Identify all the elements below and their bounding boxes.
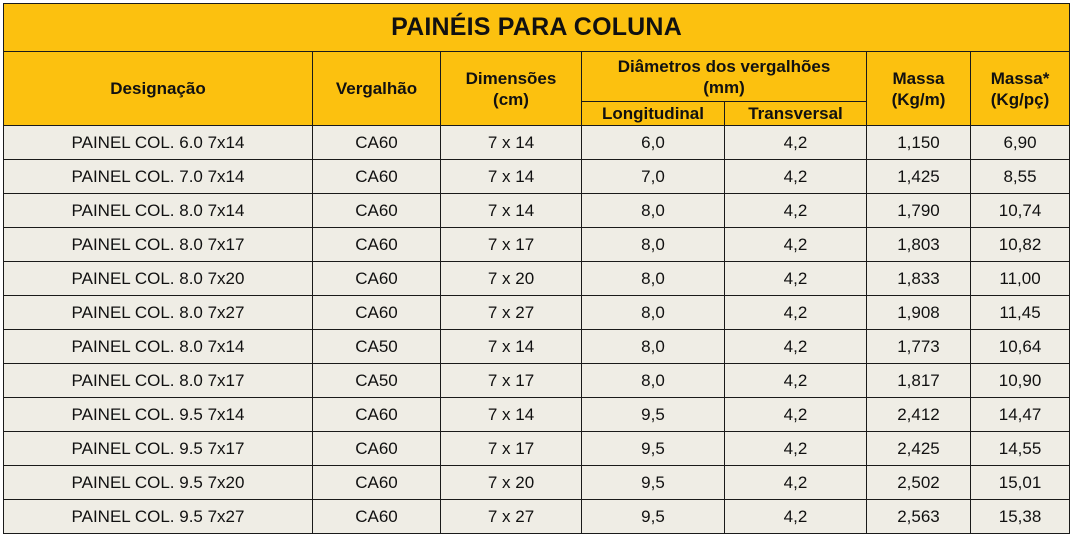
table-row (4, 262, 1070, 296)
header-diametros-line1: Diâmetros dos vergalhões (617, 56, 831, 76)
cell-massa: 1,908 (867, 296, 971, 330)
cell-massa-peca: 11,00 (971, 262, 1070, 296)
header-dimensoes-line2: (cm) (493, 89, 529, 109)
cell-designacao: PAINEL COL. 9.5 7x14 (4, 398, 313, 432)
cell-massa-peca: 14,47 (971, 398, 1070, 432)
table-row (4, 398, 1070, 432)
column-panels-table-container (3, 3, 1069, 534)
table-row (4, 126, 1070, 160)
table-row (4, 330, 1070, 364)
cell-longitudinal: 8,0 (582, 330, 725, 364)
cell-dimensoes: 7 x 17 (441, 364, 582, 398)
cell-massa-peca: 10,82 (971, 228, 1070, 262)
cell-vergalhao: CA60 (313, 432, 441, 466)
cell-transversal: 4,2 (725, 126, 867, 160)
cell-massa: 2,425 (867, 432, 971, 466)
cell-vergalhao: CA60 (313, 466, 441, 500)
cell-designacao: PAINEL COL. 9.5 7x17 (4, 432, 313, 466)
table-title: PAINÉIS PARA COLUNA (4, 4, 1070, 52)
cell-transversal: 4,2 (725, 160, 867, 194)
cell-dimensoes: 7 x 14 (441, 330, 582, 364)
cell-massa: 1,773 (867, 330, 971, 364)
header-massa-peca (971, 52, 1070, 126)
header-dimensoes (441, 52, 582, 126)
cell-massa: 2,502 (867, 466, 971, 500)
header-designacao: Designação (4, 52, 313, 126)
cell-dimensoes: 7 x 20 (441, 466, 582, 500)
cell-vergalhao: CA60 (313, 228, 441, 262)
cell-longitudinal: 8,0 (582, 296, 725, 330)
cell-massa: 1,803 (867, 228, 971, 262)
cell-designacao: PAINEL COL. 8.0 7x17 (4, 364, 313, 398)
cell-transversal: 4,2 (725, 500, 867, 534)
cell-designacao: PAINEL COL. 8.0 7x27 (4, 296, 313, 330)
header-vergalhao: Vergalhão (313, 52, 441, 126)
cell-vergalhao: CA60 (313, 398, 441, 432)
cell-massa-peca: 10,74 (971, 194, 1070, 228)
cell-vergalhao: CA60 (313, 296, 441, 330)
cell-longitudinal: 9,5 (582, 500, 725, 534)
cell-dimensoes: 7 x 17 (441, 228, 582, 262)
cell-transversal: 4,2 (725, 364, 867, 398)
table-row (4, 500, 1070, 534)
table-row (4, 194, 1070, 228)
header-transversal: Transversal (725, 102, 867, 126)
table-row (4, 432, 1070, 466)
cell-transversal: 4,2 (725, 432, 867, 466)
cell-massa-peca: 11,45 (971, 296, 1070, 330)
cell-longitudinal: 9,5 (582, 398, 725, 432)
header-massa-line2: (Kg/m) (891, 89, 946, 109)
cell-massa: 1,150 (867, 126, 971, 160)
cell-dimensoes: 7 x 14 (441, 194, 582, 228)
header-diametros-line2: (mm) (703, 77, 745, 97)
cell-longitudinal: 9,5 (582, 432, 725, 466)
cell-designacao: PAINEL COL. 8.0 7x14 (4, 194, 313, 228)
cell-vergalhao: CA60 (313, 160, 441, 194)
header-massa-line1: Massa (892, 68, 945, 88)
cell-transversal: 4,2 (725, 262, 867, 296)
cell-dimensoes: 7 x 14 (441, 126, 582, 160)
cell-longitudinal: 9,5 (582, 466, 725, 500)
cell-transversal: 4,2 (725, 296, 867, 330)
cell-longitudinal: 8,0 (582, 194, 725, 228)
table-row (4, 466, 1070, 500)
cell-massa-peca: 8,55 (971, 160, 1070, 194)
cell-dimensoes: 7 x 17 (441, 432, 582, 466)
cell-dimensoes: 7 x 14 (441, 160, 582, 194)
cell-designacao: PAINEL COL. 7.0 7x14 (4, 160, 313, 194)
cell-massa: 1,817 (867, 364, 971, 398)
cell-longitudinal: 8,0 (582, 364, 725, 398)
cell-massa: 1,833 (867, 262, 971, 296)
cell-massa-peca: 10,64 (971, 330, 1070, 364)
cell-massa: 2,563 (867, 500, 971, 534)
cell-massa-peca: 6,90 (971, 126, 1070, 160)
cell-dimensoes: 7 x 27 (441, 296, 582, 330)
cell-vergalhao: CA50 (313, 364, 441, 398)
cell-vergalhao: CA60 (313, 500, 441, 534)
table-row (4, 160, 1070, 194)
cell-designacao: PAINEL COL. 9.5 7x20 (4, 466, 313, 500)
cell-massa: 2,412 (867, 398, 971, 432)
header-longitudinal: Longitudinal (582, 102, 725, 126)
cell-transversal: 4,2 (725, 398, 867, 432)
cell-longitudinal: 6,0 (582, 126, 725, 160)
cell-designacao: PAINEL COL. 9.5 7x27 (4, 500, 313, 534)
cell-longitudinal: 8,0 (582, 262, 725, 296)
cell-dimensoes: 7 x 27 (441, 500, 582, 534)
header-massa-peca-line2: (Kg/pç) (990, 89, 1050, 109)
cell-designacao: PAINEL COL. 8.0 7x20 (4, 262, 313, 296)
cell-dimensoes: 7 x 14 (441, 398, 582, 432)
cell-massa-peca: 15,38 (971, 500, 1070, 534)
cell-longitudinal: 8,0 (582, 228, 725, 262)
header-massa (867, 52, 971, 126)
cell-longitudinal: 7,0 (582, 160, 725, 194)
cell-massa: 1,790 (867, 194, 971, 228)
cell-vergalhao: CA60 (313, 126, 441, 160)
cell-transversal: 4,2 (725, 194, 867, 228)
cell-dimensoes: 7 x 20 (441, 262, 582, 296)
cell-designacao: PAINEL COL. 8.0 7x14 (4, 330, 313, 364)
header-diametros (582, 52, 867, 102)
column-panels-table (3, 3, 1070, 534)
cell-massa-peca: 10,90 (971, 364, 1070, 398)
cell-transversal: 4,2 (725, 228, 867, 262)
header-massa-peca-line1: Massa* (990, 68, 1050, 88)
cell-massa-peca: 15,01 (971, 466, 1070, 500)
cell-massa: 1,425 (867, 160, 971, 194)
table-row (4, 364, 1070, 398)
cell-designacao: PAINEL COL. 6.0 7x14 (4, 126, 313, 160)
cell-designacao: PAINEL COL. 8.0 7x17 (4, 228, 313, 262)
cell-transversal: 4,2 (725, 466, 867, 500)
header-dimensoes-line1: Dimensões (465, 68, 557, 88)
cell-massa-peca: 14,55 (971, 432, 1070, 466)
table-row (4, 228, 1070, 262)
cell-vergalhao: CA60 (313, 194, 441, 228)
cell-transversal: 4,2 (725, 330, 867, 364)
cell-vergalhao: CA50 (313, 330, 441, 364)
cell-vergalhao: CA60 (313, 262, 441, 296)
table-row (4, 296, 1070, 330)
